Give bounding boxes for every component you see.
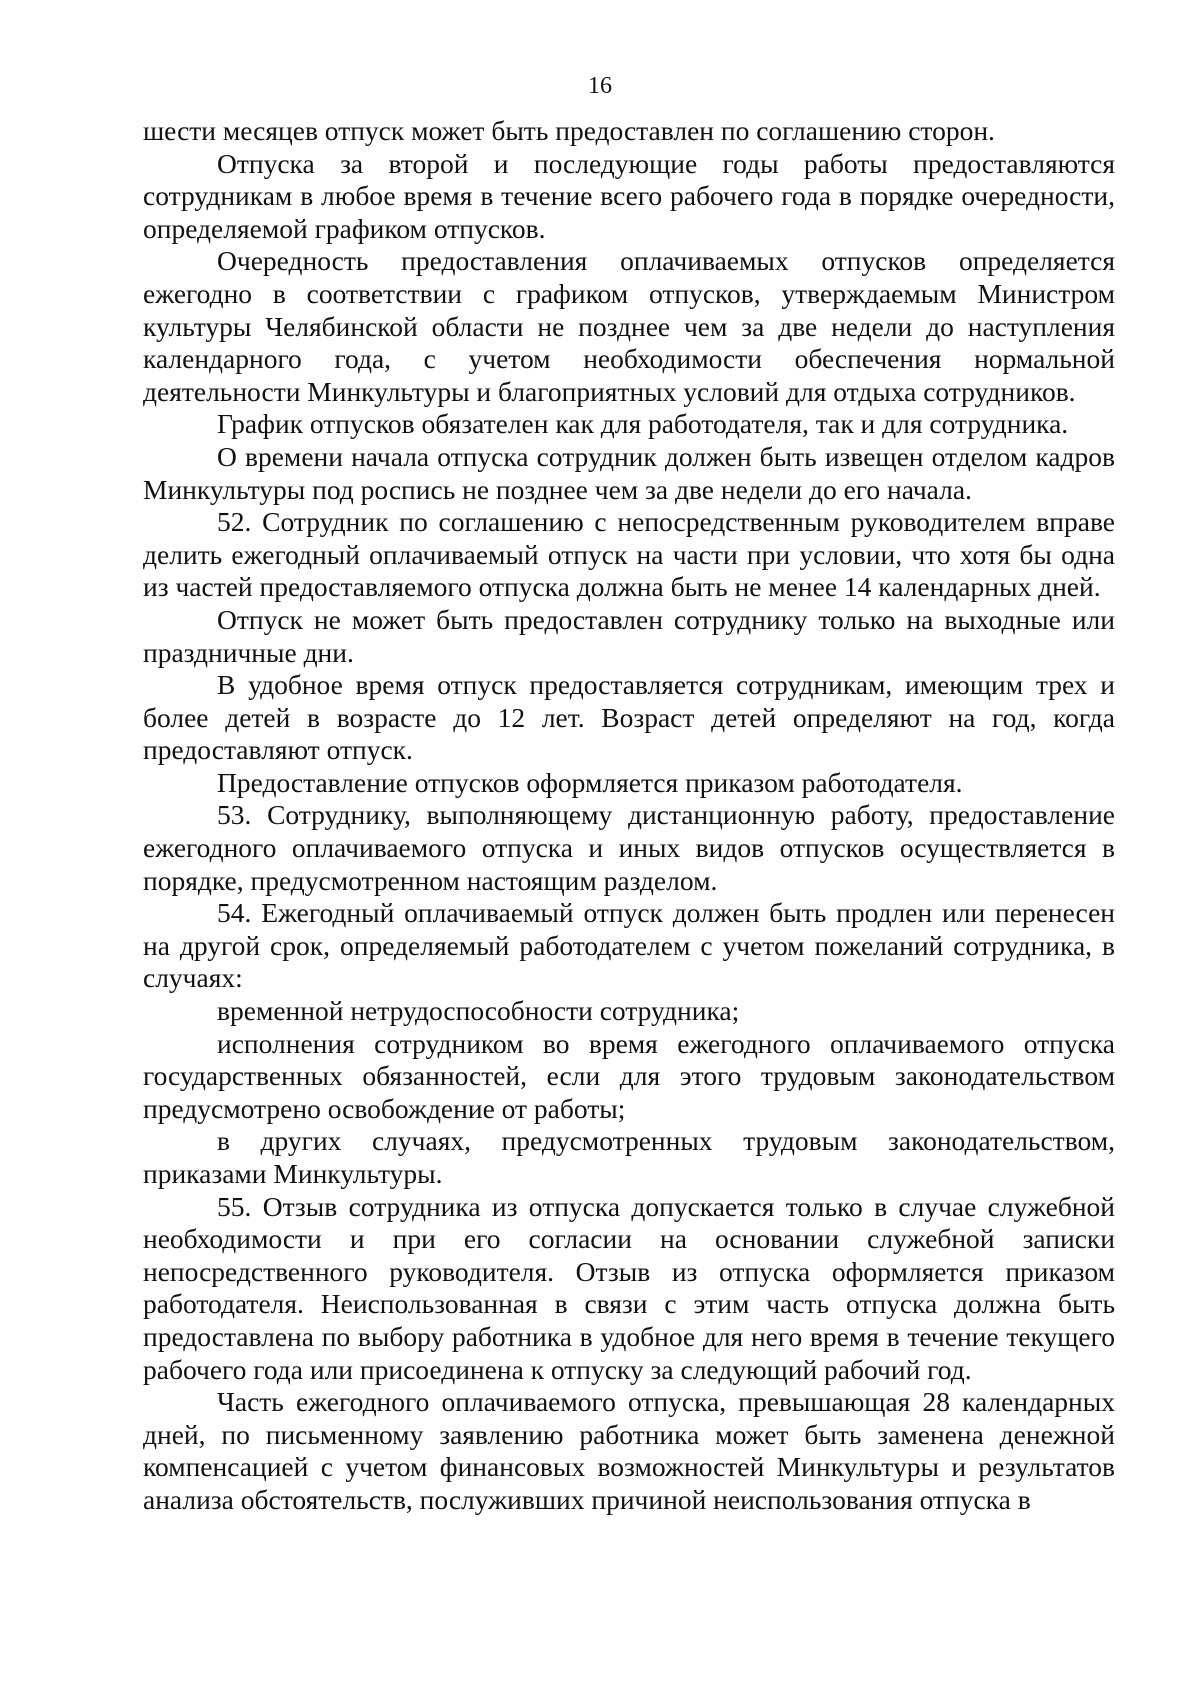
list-item: в других случаях, предусмотренных трудовым законодательством, приказами Минкультуры. xyxy=(143,1125,1115,1189)
paragraph: Очередность предоставления оплачиваемых отпусков определяется ежегодно в соответствии с графиком отпусков, утверждаемым Министром культуры Челябинской области не позднее чем за две недели до наступления календарного года, с учетом необходимости обеспечения нормальной деятельности Минкультуры и благоприятных условий для отдыха сотрудников. xyxy=(143,245,1115,407)
clause-54: 54. Ежегодный оплачиваемый отпуск должен быть продлен или перенесен на другой срок, определяемый работодателем с учетом пожеланий сотрудника, в случаях: xyxy=(143,897,1115,994)
clause-55: 55. Отзыв сотрудника из отпуска допускается только в случае служебной необходимости и при его согласии на основании служебной записки непосредственного руководителя. Отзыв из отпуска оформляется приказом работодателя. Неиспользованная в связи с этим часть отпуска должна быть предоставлена по выбору работника в удобное для него время в течение текущего рабочего года или присоединена к отпуску за следующий рабочий год. xyxy=(143,1190,1115,1385)
clause-53: 53. Сотруднику, выполняющему дистанционную работу, предоставление ежегодного оплачиваемого отпуска и иных видов отпусков осуществляется в порядке, предусмотренном настоящим разделом. xyxy=(143,799,1115,896)
paragraph: О времени начала отпуска сотрудник должен быть извещен отделом кадров Минкультуры под роспись не позднее чем за две недели до его начала. xyxy=(143,440,1115,505)
paragraph: Предоставление отпусков оформляется приказом работодателя. xyxy=(217,766,963,798)
paragraph: Часть ежегодного оплачиваемого отпуска, превышающая 28 календарных дней, по письменному заявлению работника может быть заменена денежной компенсацией с учетом финансовых возможностей Минкультуры и результатов анализа обстоятельств, послуживших причиной неиспользования отпуска в xyxy=(143,1386,1115,1515)
paragraph: Отпуск не может быть предоставлен сотруднику только на выходные или праздничные дни. xyxy=(143,603,1115,668)
page-number: 16 xyxy=(588,73,612,99)
document-body xyxy=(143,115,1115,1517)
paragraph-continuation: шести месяцев отпуск может быть предоставлен по соглашению сторон. xyxy=(143,115,995,146)
paragraph: В удобное время отпуск предоставляется сотрудникам, имеющим трех и более детей в возрасте до 12 лет. Возраст детей определяют на год, когда предоставляют отпуск. xyxy=(143,669,1115,766)
list-item: исполнения сотрудником во время ежегодного оплачиваемого отпуска государственных обязанностей, если для этого трудовым законодательством предусмотрено освобождение от работы; xyxy=(143,1027,1115,1124)
clause-52: 52. Сотрудник по соглашению с непосредственным руководителем вправе делить ежегодный оплачиваемый отпуск на части при условии, что хотя бы одна из частей предоставляемого отпуска должна быть не менее 14 календарных дней. xyxy=(143,506,1115,603)
list-item: временной нетрудоспособности сотрудника; xyxy=(217,995,740,1027)
paragraph: График отпусков обязателен как для работодателя, так и для сотрудника. xyxy=(217,408,1069,440)
paragraph: Отпуска за второй и последующие годы работы предоставляются сотрудникам в любое время в течение всего рабочего года в порядке очередности, определяемой графиком отпусков. xyxy=(143,147,1115,244)
